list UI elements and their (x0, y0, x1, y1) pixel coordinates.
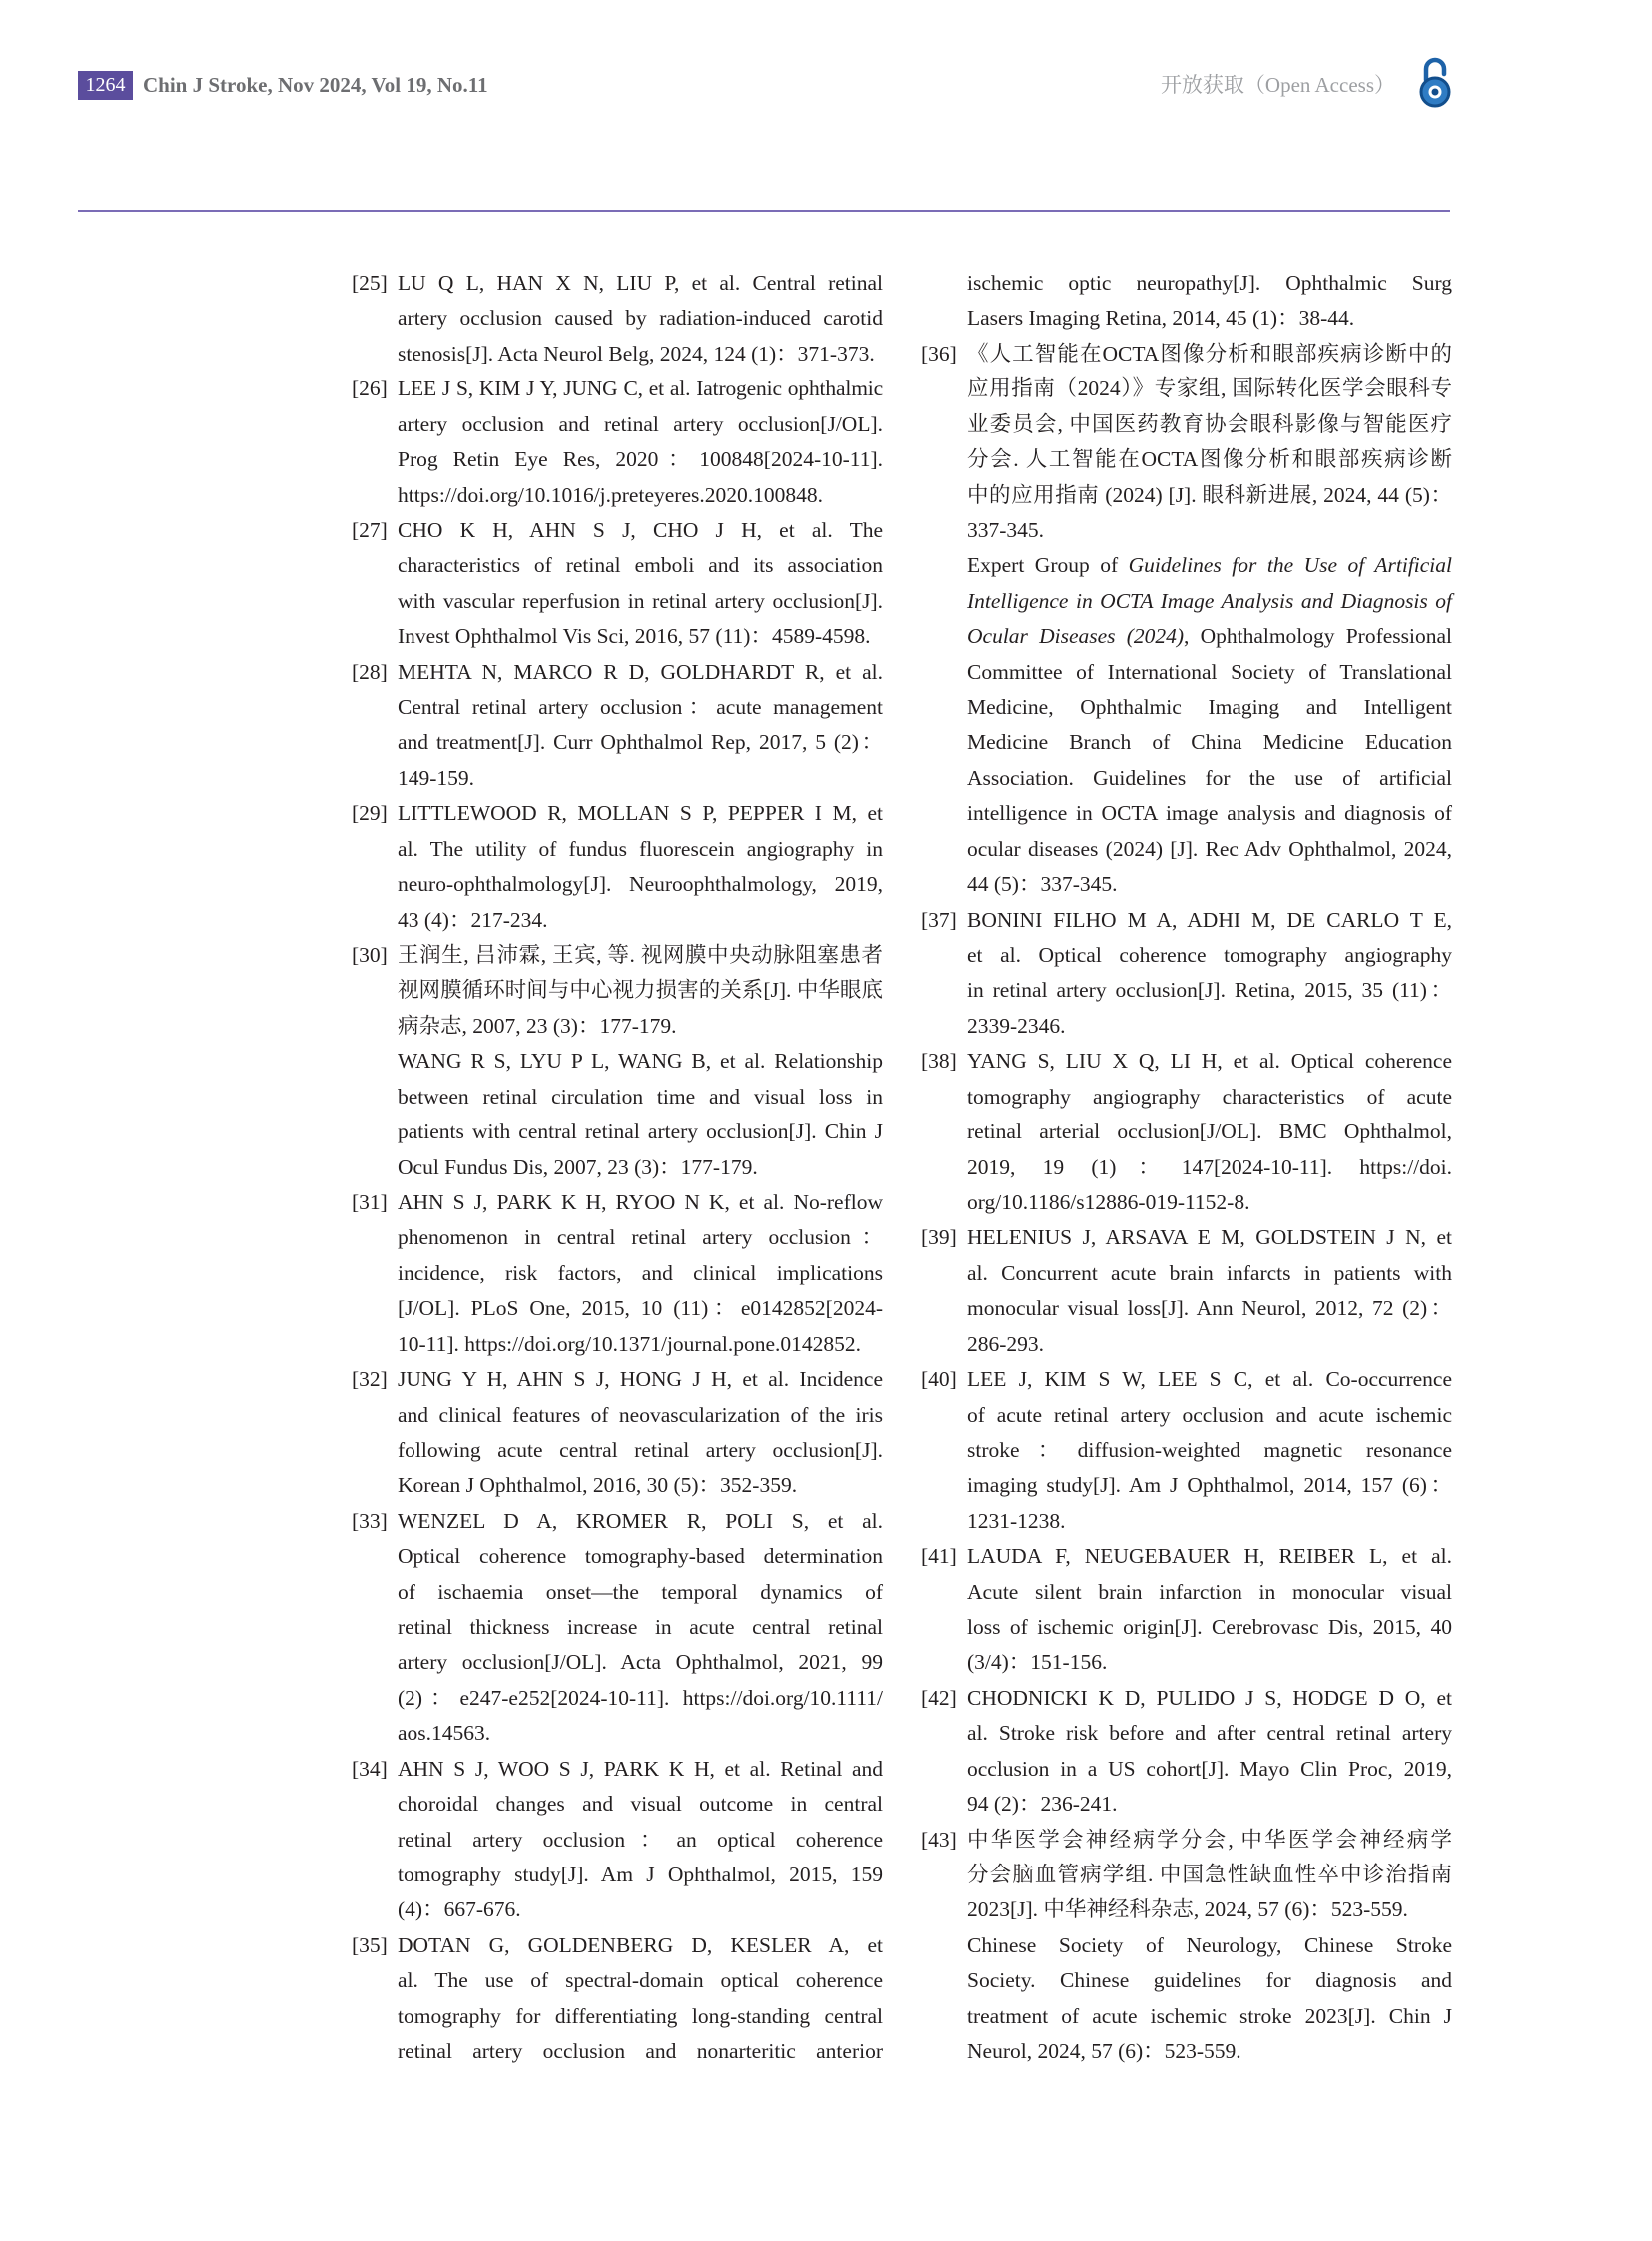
reference-text (398, 266, 883, 372)
reference-line: YANG S, LIU X Q, LI H, et al. Optical coherence (967, 1049, 1452, 1074)
reference-text (967, 1539, 1452, 1681)
reference-line: stenosis[J]. Acta Neurol Belg, 2024, 124 (1)：371-373. (398, 341, 875, 366)
reference-number: [29] (352, 801, 388, 826)
text-segment: Expert Group of (967, 553, 1129, 578)
reference-line: AHN S J, WOO S J, PARK K H, et al. Retinal and (398, 1756, 883, 1781)
reference-item (352, 938, 883, 1185)
reference-line: loss of ischemic origin[J]. Cerebrovasc Dis, 2015, 40 (967, 1615, 1452, 1640)
reference-line: retinal arterial occlusion[J/OL]. BMC Ophthalmol, (967, 1120, 1452, 1144)
reference-line: WENZEL D A, KROMER R, POLI S, et al. (398, 1508, 883, 1533)
reference-line: CHO K H, AHN S J, CHO J H, et al. The (398, 517, 883, 542)
reference-text (398, 372, 883, 513)
reference-item (352, 1504, 883, 1752)
reference-line: Chinese Society of Neurology, Chinese Stroke (967, 1932, 1452, 1957)
reference-text (967, 337, 1452, 903)
reference-number: [27] (352, 517, 388, 542)
reference-line: 应用指南（2024）》专家组, 国际转化医学会眼科专 (967, 376, 1452, 401)
reference-line: (3/4)：151-156. (967, 1650, 1108, 1675)
reference-line: 2023[J]. 中华神经科杂志, 2024, 57 (6)：523-559. (967, 1897, 1408, 1922)
reference-item (352, 266, 883, 372)
reference-text (398, 1928, 883, 2070)
reference-item (352, 1362, 883, 1504)
reference-line: Lasers Imaging Retina, 2014, 45 (1)：38-44. (967, 306, 1355, 331)
reference-line: monocular visual loss[J]. Ann Neurol, 2012, 72 (2)： (967, 1296, 1452, 1321)
reference-number: [30] (352, 943, 388, 968)
reference-line: and treatment[J]. Curr Ophthalmol Rep, 2017, 5 (2)： (398, 730, 883, 755)
reference-number: [35] (352, 1932, 388, 1957)
reference-line: retinal thickness increase in acute central retinal (398, 1615, 883, 1640)
reference-line: Neurol, 2024, 57 (6)：523-559. (967, 2039, 1241, 2064)
text-segment: , Ophthalmology Professional (1184, 624, 1452, 649)
reference-text (967, 1823, 1452, 2070)
reference-line: 王润生, 吕沛霖, 王宾, 等. 视网膜中央动脉阻塞患者 (398, 943, 883, 968)
reference-line: 中华医学会神经病学分会, 中华医学会神经病学 (967, 1827, 1452, 1852)
reference-line: retinal artery occlusion：an optical coherence (398, 1827, 883, 1852)
reference-item (921, 1362, 1452, 1539)
reference-continuation (921, 266, 1452, 337)
reference-column-left (352, 266, 883, 2070)
reference-line: Optical coherence tomography-based determination (398, 1544, 883, 1569)
reference-line: DOTAN G, GOLDENBERG D, KESLER A, et (398, 1932, 883, 1957)
reference-line: choroidal changes and visual outcome in central (398, 1792, 883, 1817)
reference-text (398, 1504, 883, 1752)
reference-number: [40] (921, 1367, 957, 1392)
reference-line: artery occlusion caused by radiation-induced carotid (398, 306, 883, 331)
reference-line: 分会脑血管病学组. 中国急性缺血性卒中诊治指南 (967, 1862, 1452, 1886)
reference-line (967, 584, 1452, 619)
italic-title-segment: Ocular Diseases (2024) (967, 624, 1185, 649)
reference-line: incidence, risk factors, and clinical implications (398, 1260, 883, 1285)
page-number: 1264 (78, 71, 133, 100)
reference-item (352, 1752, 883, 1928)
reference-line: 1231-1238. (967, 1508, 1066, 1533)
reference-line: ocular diseases (2024) [J]. Rec Adv Ophthalmol, 2024, (967, 836, 1452, 861)
reference-line: phenomenon in central retinal artery occlusion： (398, 1225, 883, 1250)
reference-line: (2)：e247-e252[2024-10-11]. https://doi.org/10.1111/ (398, 1685, 883, 1710)
reference-line: 337-345. (967, 517, 1045, 542)
reference-line: 10-11]. https://doi.org/10.1371/journal.pone.0142852. (398, 1331, 862, 1356)
reference-line: et al. Optical coherence tomography angiography (967, 943, 1452, 968)
reference-line: tomography angiography characteristics of acute (967, 1084, 1452, 1109)
reference-line: treatment of acute ischemic stroke 2023[J]. Chin J (967, 2003, 1452, 2028)
reference-text (967, 1681, 1452, 1823)
reference-item (921, 1681, 1452, 1823)
reference-line: al. Concurrent acute brain infarcts in patients with (967, 1260, 1452, 1285)
reference-line: (4)：667-676. (398, 1897, 521, 1922)
reference-line: 44 (5)：337-345. (967, 872, 1118, 897)
reference-line: BONINI FILHO M A, ADHI M, DE CARLO T E, (967, 907, 1452, 932)
reference-line (967, 548, 1452, 583)
reference-line: LEE J, KIM S W, LEE S C, et al. Co-occurrence (967, 1367, 1452, 1392)
reference-line: Acute silent brain infarction in monocular visual (967, 1579, 1452, 1604)
reference-line: intelligence in OCTA image analysis and diagnosis of (967, 801, 1452, 826)
reference-line: Central retinal artery occlusion：acute management (398, 695, 883, 720)
reference-line: with vascular reperfusion in retinal artery occlusion[J]. (398, 588, 883, 613)
reference-line: neuro-ophthalmology[J]. Neuroophthalmology, 2019, (398, 872, 883, 897)
reference-text (967, 1044, 1452, 1220)
reference-line: 视网膜循环时间与中心视力损害的关系[J]. 中华眼底 (398, 978, 883, 1003)
reference-line: ischemic optic neuropathy[J]. Ophthalmic Surg (967, 271, 1452, 295)
reference-line: occlusion in a US cohort[J]. Mayo Clin Proc, 2019, (967, 1756, 1452, 1781)
reference-line: Association. Guidelines for the use of artificial (967, 765, 1452, 790)
reference-item (921, 337, 1452, 903)
reference-item (352, 796, 883, 938)
reference-text (398, 1752, 883, 1928)
reference-text (967, 266, 1452, 337)
reference-line: 病杂志, 2007, 23 (3)：177-179. (398, 1013, 677, 1038)
reference-number: [43] (921, 1827, 957, 1852)
reference-number: [32] (352, 1367, 388, 1392)
reference-line: LU Q L, HAN X N, LIU P, et al. Central retinal (398, 271, 883, 295)
journal-running-head: Chin J Stroke, Nov 2024, Vol 19, No.11 (143, 73, 488, 97)
reference-item (921, 1044, 1452, 1220)
reference-line: 2019, 19 (1)：147[2024-10-11]. https://doi. (967, 1154, 1452, 1179)
reference-line: 286-293. (967, 1331, 1045, 1356)
reference-number: [38] (921, 1049, 957, 1074)
reference-text (398, 1362, 883, 1504)
reference-number: [33] (352, 1508, 388, 1533)
reference-line: following acute central retinal artery occlusion[J]. (398, 1437, 883, 1462)
reference-text (398, 655, 883, 797)
reference-line: https://doi.org/10.1016/j.preteyeres.2020.100848. (398, 482, 823, 507)
reference-text (967, 903, 1452, 1045)
reference-item (921, 1823, 1452, 2070)
reference-line: 《人工智能在OCTA图像分析和眼部疾病诊断中的 (967, 341, 1452, 366)
reference-line: 业委员会, 中国医药教育协会眼科影像与智能医疗 (967, 411, 1452, 436)
reference-number: [36] (921, 341, 957, 366)
reference-line: Committee of International Society of Translational (967, 659, 1452, 684)
reference-line: WANG R S, LYU P L, WANG B, et al. Relationship (398, 1049, 883, 1074)
reference-item (352, 513, 883, 655)
reference-number: [31] (352, 1189, 388, 1214)
italic-title-segment: Guidelines for the Use of Artificial (1128, 553, 1453, 578)
reference-line: aos.14563. (398, 1721, 491, 1746)
reference-number: [37] (921, 907, 957, 932)
reference-line: MEHTA N, MARCO R D, GOLDHARDT R, et al. (398, 659, 883, 684)
reference-number: [25] (352, 271, 388, 295)
reference-text (398, 513, 883, 655)
reference-text (398, 938, 883, 1185)
reference-item (352, 655, 883, 797)
open-access-label: 开放获取（Open Access） (1160, 73, 1395, 97)
reference-line: Medicine, Ophthalmic Imaging and Intelligent (967, 695, 1452, 720)
reference-item (352, 372, 883, 513)
open-access-lock-icon (1416, 56, 1454, 108)
reference-line: LAUDA F, NEUGEBAUER H, REIBER L, et al. (967, 1544, 1452, 1569)
reference-line: of ischaemia onset—the temporal dynamics of (398, 1579, 883, 1604)
reference-line: in retinal artery occlusion[J]. Retina, 2015, 35 (11)： (967, 978, 1452, 1003)
reference-line: of acute retinal artery occlusion and acute ischemic (967, 1402, 1452, 1427)
reference-line: JUNG Y H, AHN S J, HONG J H, et al. Incidence (398, 1367, 883, 1392)
reference-line: characteristics of retinal emboli and its association (398, 553, 883, 578)
italic-title-segment: Intelligence in OCTA Image Analysis and Diagnosis of (967, 588, 1452, 613)
reference-line: retinal artery occlusion and nonarteritic anterior (398, 2039, 883, 2064)
reference-line: between retinal circulation time and visual loss in (398, 1084, 883, 1109)
reference-text (398, 796, 883, 938)
reference-line: 中的应用指南 (2024) [J]. 眼科新进展, 2024, 44 (5)： (967, 482, 1452, 507)
reference-line: patients with central retinal artery occlusion[J]. Chin J (398, 1120, 883, 1144)
reference-line: LITTLEWOOD R, MOLLAN S P, PEPPER I M, et (398, 801, 883, 826)
reference-line: Prog Retin Eye Res, 2020：100848[2024-10-11]. (398, 447, 883, 472)
reference-line: and clinical features of neovascularization of the iris (398, 1402, 883, 1427)
reference-line: 2339-2346. (967, 1013, 1066, 1038)
header-divider (78, 210, 1450, 212)
reference-item (352, 1185, 883, 1362)
reference-line (967, 619, 1452, 654)
reference-line: artery occlusion and retinal artery occlusion[J/OL]. (398, 411, 883, 436)
reference-number: [26] (352, 376, 388, 401)
reference-line: HELENIUS J, ARSAVA E M, GOLDSTEIN J N, et (967, 1225, 1452, 1250)
reference-line: tomography study[J]. Am J Ophthalmol, 2015, 159 (398, 1862, 883, 1886)
reference-line: [J/OL]. PLoS One, 2015, 10 (11)：e0142852[2024- (398, 1296, 883, 1321)
reference-number: [28] (352, 659, 388, 684)
reference-line: CHODNICKI K D, PULIDO J S, HODGE D O, et (967, 1685, 1452, 1710)
reference-item (352, 1928, 883, 2070)
reference-line: 43 (4)：217-234. (398, 907, 548, 932)
reference-line: Korean J Ophthalmol, 2016, 30 (5)：352-359. (398, 1473, 798, 1498)
reference-line: imaging study[J]. Am J Ophthalmol, 2014, 157 (6)： (967, 1473, 1452, 1498)
reference-line: LEE J S, KIM J Y, JUNG C, et al. Iatrogenic ophthalmic (398, 376, 883, 401)
reference-line: Invest Ophthalmol Vis Sci, 2016, 57 (11)：4589-4598. (398, 624, 871, 649)
reference-number: [39] (921, 1225, 957, 1250)
reference-line: artery occlusion[J/OL]. Acta Ophthalmol, 2021, 99 (398, 1650, 883, 1675)
reference-line: Ocul Fundus Dis, 2007, 23 (3)：177-179. (398, 1154, 758, 1179)
reference-line: tomography for differentiating long-standing central (398, 2003, 883, 2028)
reference-number: [42] (921, 1685, 957, 1710)
reference-line: Society. Chinese guidelines for diagnosis and (967, 1968, 1452, 1993)
reference-line: al. Stroke risk before and after central retinal artery (967, 1721, 1452, 1746)
reference-text (398, 1185, 883, 1362)
reference-line: 94 (2)：236-241. (967, 1792, 1118, 1817)
reference-text (967, 1220, 1452, 1362)
reference-number: [34] (352, 1756, 388, 1781)
reference-line: al. The use of spectral-domain optical coherence (398, 1968, 883, 1993)
reference-line: 149-159. (398, 765, 475, 790)
reference-line: org/10.1186/s12886-019-1152-8. (967, 1189, 1250, 1214)
reference-line: AHN S J, PARK K H, RYOO N K, et al. No-reflow (398, 1189, 883, 1214)
reference-line: stroke：diffusion-weighted magnetic resonance (967, 1437, 1452, 1462)
reference-number: [41] (921, 1544, 957, 1569)
reference-line: al. The utility of fundus fluorescein angiography in (398, 836, 883, 861)
reference-item (921, 1539, 1452, 1681)
reference-column-right (921, 266, 1452, 2070)
reference-item (921, 903, 1452, 1045)
reference-line: 分会. 人工智能在OCTA图像分析和眼部疾病诊断 (967, 447, 1452, 472)
reference-text (967, 1362, 1452, 1539)
reference-item (921, 1220, 1452, 1362)
reference-line: Medicine Branch of China Medicine Education (967, 730, 1452, 755)
